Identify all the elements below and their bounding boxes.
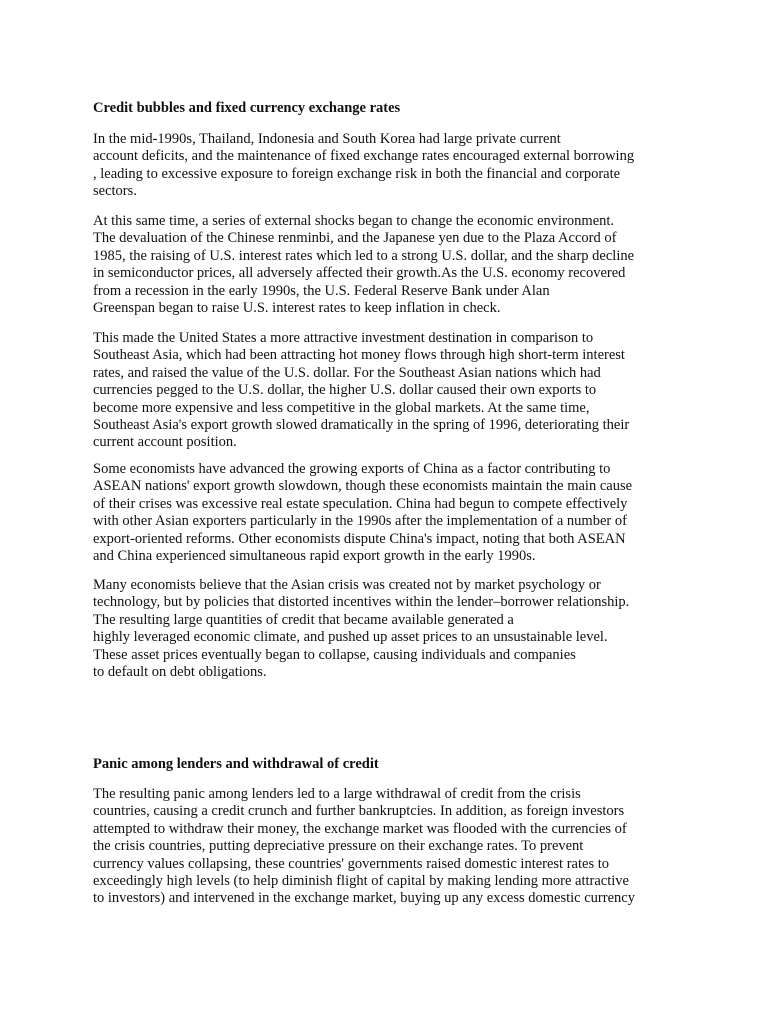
paragraph-us-investment-destination xyxy=(93,330,683,452)
paragraph-line: , leading to excessive exposure to foreign exchange risk in both the financial and corporate xyxy=(93,165,621,182)
paragraph-line: sectors. xyxy=(93,183,137,200)
paragraph-line: ASEAN nations' export growth slowdown, though these economists maintain the main cause xyxy=(93,478,633,495)
paragraph-line: the crisis countries, putting depreciative pressure on their exchange rates. To prevent xyxy=(93,838,584,855)
paragraph-line: Many economists believe that the Asian crisis was created not by market psychology or xyxy=(93,577,601,593)
paragraph-line: Southeast Asia's export growth slowed dramatically in the spring of 1996, deteriorating their xyxy=(93,417,630,434)
paragraph-line: in semiconductor prices, all adversely affected their growth.As the U.S. economy recovered xyxy=(93,265,626,282)
paragraph-line: export-oriented reforms. Other economists dispute China's impact, noting that both ASEAN xyxy=(93,530,626,547)
paragraph-line: with other Asian exporters particularly in the 1990s after the implementation of a number of xyxy=(93,513,627,530)
paragraph-line: rates, and raised the value of the U.S. dollar. For the Southeast Asian nations which had xyxy=(93,364,601,381)
paragraph-external-shocks xyxy=(93,213,683,317)
paragraph-line: to investors) and intervened in the exchange market, buying up any excess domestic currency xyxy=(93,890,635,907)
paragraph-line: currencies pegged to the U.S. dollar, the higher U.S. dollar caused their own exports to xyxy=(93,382,597,399)
paragraph-line: highly leveraged economic climate, and pushed up asset prices to an unsustainable level. xyxy=(93,629,608,646)
paragraph-withdrawal-of-credit xyxy=(93,786,683,908)
paragraph-line: The resulting large quantities of credit that became available generated a xyxy=(93,611,514,628)
paragraph-line: In the mid-1990s, Thailand, Indonesia and South Korea had large private current xyxy=(93,131,561,147)
paragraph-current-account-deficits xyxy=(93,131,683,201)
paragraph-line: Some economists have advanced the growing exports of China as a factor contributing to xyxy=(93,461,611,477)
paragraph-line: from a recession in the early 1990s, the U.S. Federal Reserve Bank under Alan xyxy=(93,282,550,299)
paragraph-line: This made the United States a more attractive investment destination in comparison to xyxy=(93,330,594,346)
section-heading-credit-bubbles: Credit bubbles and fixed currency exchange rates xyxy=(93,100,401,116)
paragraph-china-exports xyxy=(93,461,683,565)
paragraph-line: Greenspan began to raise U.S. interest rates to keep inflation in check. xyxy=(93,300,501,317)
paragraph-line: account deficits, and the maintenance of fixed exchange rates encouraged external borrowing xyxy=(93,148,635,165)
paragraph-line: At this same time, a series of external shocks began to change the economic environment. xyxy=(93,213,615,229)
paragraph-line: The resulting panic among lenders led to a large withdrawal of credit from the crisis xyxy=(93,786,581,802)
paragraph-line: to default on debt obligations. xyxy=(93,664,267,681)
paragraph-line: Southeast Asia, which had been attracting hot money flows through high short-term interest xyxy=(93,347,625,364)
paragraph-line: technology, but by policies that distorted incentives within the lender–borrower relationship. xyxy=(93,594,630,611)
paragraph-lender-borrower-policies xyxy=(93,577,683,681)
section-heading-panic-among-lenders: Panic among lenders and withdrawal of credit xyxy=(93,756,379,772)
paragraph-line: and China experienced simultaneous rapid export growth in the early 1990s. xyxy=(93,548,536,565)
paragraph-line: exceedingly high levels (to help diminish flight of capital by making lending more attractive xyxy=(93,873,629,890)
paragraph-line: of their crises was excessive real estate speculation. China had begun to compete effectively xyxy=(93,495,628,512)
paragraph-line: currency values collapsing, these countries' governments raised domestic interest rates to xyxy=(93,855,609,872)
paragraph-line: become more expensive and less competitive in the global markets. At the same time, xyxy=(93,399,590,416)
paragraph-line: 1985, the raising of U.S. interest rates which led to a strong U.S. dollar, and the sharp decline xyxy=(93,247,635,264)
paragraph-line: The devaluation of the Chinese renminbi, and the Japanese yen due to the Plaza Accord of xyxy=(93,230,617,247)
paragraph-line: These asset prices eventually began to collapse, causing individuals and companies xyxy=(93,646,576,663)
paragraph-line: attempted to withdraw their money, the exchange market was flooded with the currencies of xyxy=(93,820,627,837)
paragraph-line: current account position. xyxy=(93,434,237,451)
paragraph-line: countries, causing a credit crunch and further bankruptcies. In addition, as foreign investors xyxy=(93,803,625,820)
